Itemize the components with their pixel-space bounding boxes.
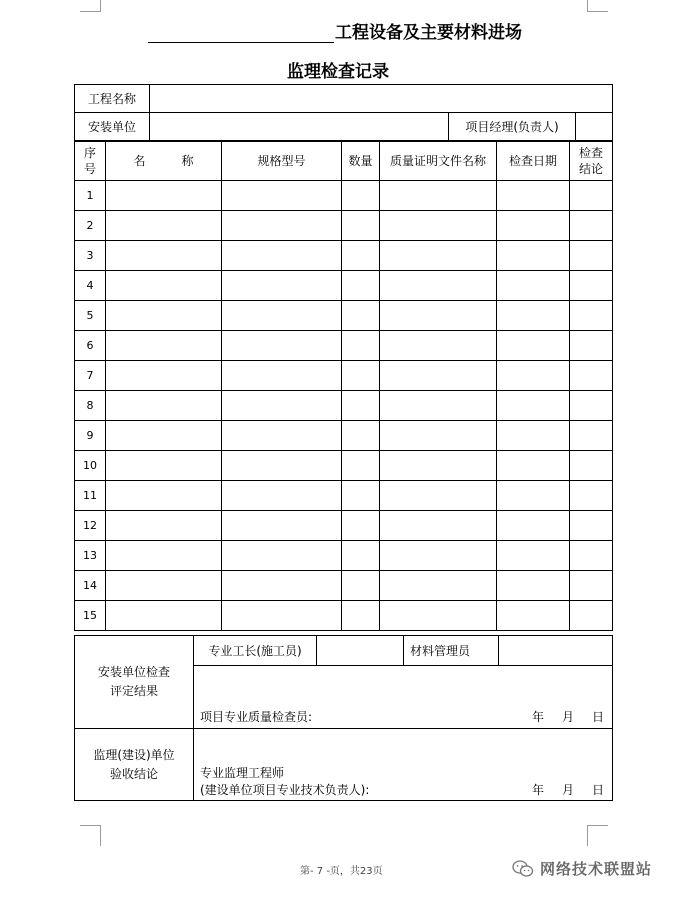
row-check-date-field[interactable] [497, 361, 570, 391]
row-certificate-field[interactable] [380, 571, 497, 601]
install-check-label: 安装单位检查 评定结果 [75, 636, 194, 729]
col-header-name: 名 称 [106, 142, 222, 181]
row-name-field[interactable] [106, 421, 222, 451]
row-check-date-field[interactable] [497, 421, 570, 451]
row-check-date-field[interactable] [497, 481, 570, 511]
row-spec-field[interactable] [222, 211, 342, 241]
date-ymd-1: 年 月 日 [531, 710, 604, 724]
row-conclusion-field[interactable] [570, 331, 613, 361]
row-conclusion-field[interactable] [570, 601, 613, 631]
row-certificate-field[interactable] [380, 541, 497, 571]
table-row [75, 571, 613, 601]
row-check-date-field[interactable] [497, 241, 570, 271]
page-number: 第- 7 -页，共23页 [300, 866, 383, 877]
row-conclusion-field[interactable] [570, 541, 613, 571]
row-index: 13 [75, 541, 106, 571]
manager-cell [449, 113, 613, 141]
watermark [512, 858, 652, 879]
table-row [75, 541, 613, 571]
row-name-field[interactable] [106, 301, 222, 331]
row-name-field[interactable] [106, 481, 222, 511]
col-header-certificate: 质量证明文件名称 [380, 142, 497, 181]
row-index: 1 [75, 181, 106, 211]
row-spec-field[interactable] [222, 301, 342, 331]
row-quantity-field[interactable] [342, 211, 380, 241]
row-certificate-field[interactable] [380, 451, 497, 481]
row-check-date-field[interactable] [497, 301, 570, 331]
row-quantity-field[interactable] [342, 181, 380, 211]
row-quantity-field[interactable] [342, 391, 380, 421]
table-row [75, 421, 613, 451]
row-spec-field[interactable] [222, 181, 342, 211]
table-row [75, 391, 613, 421]
row-name-field[interactable] [106, 391, 222, 421]
row-quantity-field[interactable] [342, 331, 380, 361]
info-table [74, 84, 613, 141]
row-name-field[interactable] [106, 181, 222, 211]
row-spec-field[interactable] [222, 511, 342, 541]
row-name-field[interactable] [106, 511, 222, 541]
install-check-result-field[interactable] [194, 666, 613, 729]
row-quantity-field[interactable] [342, 361, 380, 391]
foreman-label: 专业工长(施工员) [194, 636, 317, 666]
install-unit-label: 安装单位 [75, 113, 150, 141]
table-row [75, 241, 613, 271]
row-index: 5 [75, 301, 106, 331]
col-header-index: 序号 [75, 142, 106, 181]
row-name-field[interactable] [106, 271, 222, 301]
project-name-label: 工程名称 [75, 85, 150, 113]
row-quantity-field[interactable] [342, 451, 380, 481]
row-certificate-field[interactable] [380, 421, 497, 451]
row-spec-field[interactable] [222, 481, 342, 511]
items-table [74, 141, 613, 631]
table-row [75, 181, 613, 211]
quality-inspector-label: 项目专业质量检查员: [200, 710, 313, 724]
row-spec-field[interactable] [222, 601, 342, 631]
row-conclusion-field[interactable] [570, 451, 613, 481]
date-ymd-2: 年 月 日 [531, 783, 604, 797]
row-check-date-field[interactable] [497, 211, 570, 241]
supervision-label: 监理(建设)单位 验收结论 [75, 729, 194, 801]
row-conclusion-field[interactable] [570, 511, 613, 541]
row-index: 15 [75, 601, 106, 631]
project-name-field[interactable] [150, 85, 613, 113]
row-name-field[interactable] [106, 361, 222, 391]
row-name-field[interactable] [106, 331, 222, 361]
row-index: 10 [75, 451, 106, 481]
watermark-text: 网络技术联盟站 [540, 860, 653, 878]
row-name-field[interactable] [106, 451, 222, 481]
row-quantity-field[interactable] [342, 541, 380, 571]
row-check-date-field[interactable] [497, 511, 570, 541]
row-check-date-field[interactable] [497, 451, 570, 481]
row-spec-field[interactable] [222, 541, 342, 571]
project-manager-field[interactable] [576, 113, 612, 140]
material-manager-field[interactable] [499, 636, 613, 666]
row-certificate-field[interactable] [380, 511, 497, 541]
material-manager-label: 材料管理员 [404, 636, 499, 666]
row-index: 2 [75, 211, 106, 241]
row-certificate-field[interactable] [380, 211, 497, 241]
row-quantity-field[interactable] [342, 481, 380, 511]
row-certificate-field[interactable] [380, 301, 497, 331]
table-row [75, 211, 613, 241]
row-name-field[interactable] [106, 601, 222, 631]
table-row [75, 301, 613, 331]
row-conclusion-field[interactable] [570, 571, 613, 601]
row-certificate-field[interactable] [380, 391, 497, 421]
row-spec-field[interactable] [222, 571, 342, 601]
row-name-field[interactable] [106, 211, 222, 241]
row-name-field[interactable] [106, 241, 222, 271]
row-name-field[interactable] [106, 571, 222, 601]
row-check-date-field[interactable] [497, 571, 570, 601]
row-index: 12 [75, 511, 106, 541]
row-conclusion-field[interactable] [570, 361, 613, 391]
table-row [75, 601, 613, 631]
row-conclusion-field[interactable] [570, 241, 613, 271]
table-row [75, 331, 613, 361]
row-spec-field[interactable] [222, 241, 342, 271]
row-conclusion-field[interactable] [570, 271, 613, 301]
table-row [75, 271, 613, 301]
row-conclusion-field[interactable] [570, 391, 613, 421]
row-spec-field[interactable] [222, 391, 342, 421]
title-blank-line[interactable] [148, 24, 334, 43]
col-header-conclusion: 检查结论 [570, 142, 613, 181]
row-spec-field[interactable] [222, 331, 342, 361]
engineer-label: 专业监理工程师 [200, 766, 285, 780]
row-check-date-field[interactable] [497, 271, 570, 301]
row-index: 3 [75, 241, 106, 271]
col-header-spec: 规格型号 [222, 142, 342, 181]
row-conclusion-field[interactable] [570, 481, 613, 511]
row-certificate-field[interactable] [380, 481, 497, 511]
foreman-field[interactable] [317, 636, 404, 666]
row-index: 4 [75, 271, 106, 301]
row-index: 11 [75, 481, 106, 511]
row-certificate-field[interactable] [380, 331, 497, 361]
row-check-date-field[interactable] [497, 391, 570, 421]
row-quantity-field[interactable] [342, 271, 380, 301]
row-certificate-field[interactable] [380, 181, 497, 211]
row-index: 7 [75, 361, 106, 391]
row-quantity-field[interactable] [342, 421, 380, 451]
install-unit-field[interactable] [150, 113, 449, 141]
row-spec-field[interactable] [222, 421, 342, 451]
table-row [75, 511, 613, 541]
row-index: 8 [75, 391, 106, 421]
signoff-table [74, 635, 613, 801]
row-certificate-field[interactable] [380, 241, 497, 271]
row-spec-field[interactable] [222, 451, 342, 481]
row-spec-field[interactable] [222, 271, 342, 301]
row-certificate-field[interactable] [380, 361, 497, 391]
table-row [75, 451, 613, 481]
row-certificate-field[interactable] [380, 271, 497, 301]
document-title [148, 18, 522, 43]
row-conclusion-field[interactable] [570, 301, 613, 331]
row-index: 9 [75, 421, 106, 451]
title-text: 工程设备及主要材料进场 [335, 23, 522, 43]
row-spec-field[interactable] [222, 361, 342, 391]
engineer-label-sub: (建设单位项目专业技术负责人): [200, 783, 370, 797]
row-index: 14 [75, 571, 106, 601]
row-quantity-field[interactable] [342, 601, 380, 631]
table-header-row [75, 142, 613, 181]
row-conclusion-field[interactable] [570, 421, 613, 451]
row-check-date-field[interactable] [497, 331, 570, 361]
crop-mark-top-left [80, 0, 101, 12]
row-conclusion-field[interactable] [570, 181, 613, 211]
row-conclusion-field[interactable] [570, 211, 613, 241]
row-check-date-field[interactable] [497, 181, 570, 211]
row-quantity-field[interactable] [342, 241, 380, 271]
row-name-field[interactable] [106, 541, 222, 571]
row-check-date-field[interactable] [497, 601, 570, 631]
row-index: 6 [75, 331, 106, 361]
document-subtitle: 监理检查记录 [287, 62, 389, 82]
table-row [75, 481, 613, 511]
table-row [75, 361, 613, 391]
row-quantity-field[interactable] [342, 571, 380, 601]
crop-mark-bottom-right [587, 825, 608, 846]
supervision-conclusion-field[interactable] [194, 729, 613, 801]
row-quantity-field[interactable] [342, 301, 380, 331]
col-header-quantity: 数量 [342, 142, 380, 181]
wechat-icon [512, 860, 534, 878]
row-check-date-field[interactable] [497, 541, 570, 571]
crop-mark-top-right [587, 0, 608, 12]
crop-mark-bottom-left [80, 825, 101, 846]
project-manager-label: 项目经理(负责人) [449, 113, 576, 140]
col-header-check-date: 检查日期 [497, 142, 570, 181]
row-certificate-field[interactable] [380, 601, 497, 631]
row-quantity-field[interactable] [342, 511, 380, 541]
